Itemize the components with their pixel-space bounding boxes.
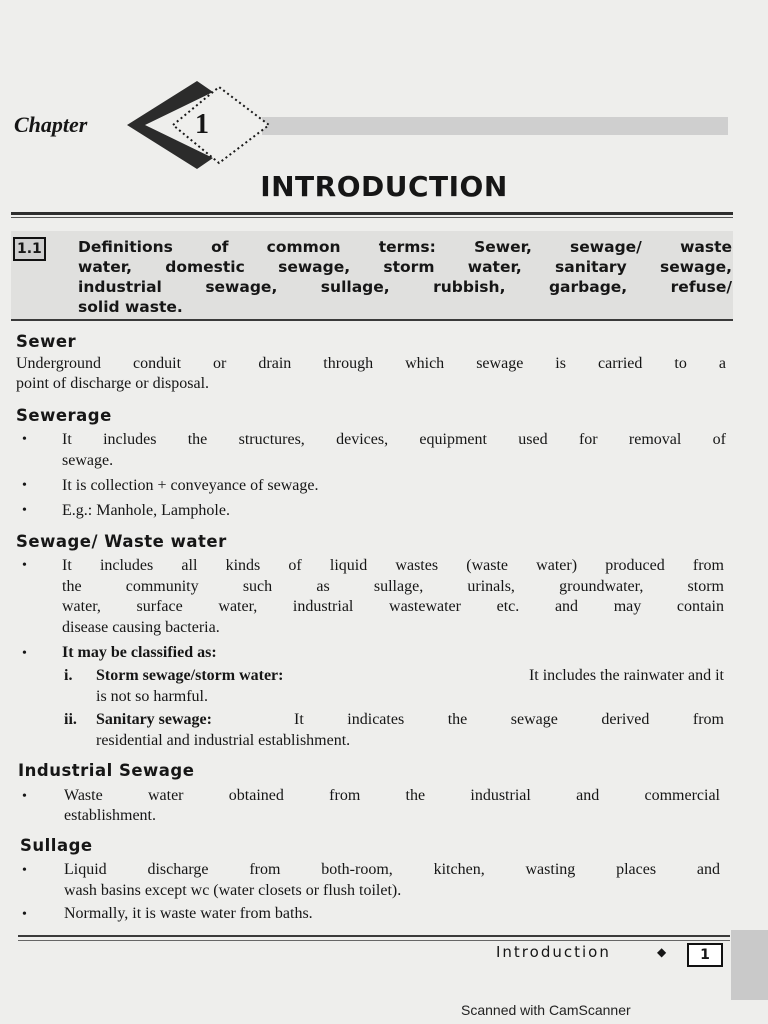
sullage-bullet-line: Normally, it is waste water from baths.	[64, 905, 313, 922]
bullet-icon: •	[22, 478, 27, 493]
footer-rule-thin	[18, 940, 730, 941]
storm-sewage-term: Storm sewage/storm water:	[96, 667, 284, 684]
sewer-definition-line: point of discharge or disposal.	[16, 375, 210, 392]
scanner-watermark: Scanned with CamScanner	[461, 1002, 631, 1018]
section-title-line: industrial sewage, sullage, rubbish, garbage, refuse/	[78, 278, 732, 296]
industrial-sewage-line: Waste water obtained from the industrial and commercial	[64, 787, 720, 804]
page-number: 1	[687, 943, 723, 967]
bullet-icon: •	[22, 907, 27, 922]
heading-sullage: Sullage	[20, 836, 93, 855]
section-title-line: Definitions of common terms: Sewer, sewage/ waste	[78, 238, 732, 256]
storm-sewage-text-cont: is not so harmful.	[96, 688, 208, 705]
chapter-number: 1	[195, 109, 209, 140]
section-title-line: water, domestic sewage, storm water, sanitary sewage,	[78, 258, 732, 276]
bullet-icon: •	[22, 432, 27, 447]
footer-running-title: Introduction	[496, 943, 611, 961]
sewage-bullet-line: It includes all kinds of liquid wastes (waste water) produced from	[62, 557, 724, 574]
footer-rule	[18, 935, 730, 937]
heading-sewer: Sewer	[16, 332, 77, 351]
classification-intro: It may be classified as:	[62, 644, 217, 661]
sewerage-bullet-line: It is collection + conveyance of sewage.	[62, 477, 319, 494]
heading-sewage-waste-water: Sewage/ Waste water	[16, 532, 227, 551]
sewage-bullet-line: disease causing bacteria.	[62, 619, 220, 636]
section-box-rule	[11, 319, 733, 321]
bullet-icon: •	[22, 789, 27, 804]
sanitary-sewage-text: It indicates the sewage derived from	[294, 711, 724, 728]
footer-diamond-icon: ◆	[657, 945, 667, 959]
chapter-label: Chapter	[14, 112, 88, 137]
sewerage-bullet-line: E.g.: Manhole, Lamphole.	[62, 502, 230, 519]
bullet-icon: •	[22, 558, 27, 573]
chapter-title: INTRODUCTION	[260, 170, 508, 203]
chapter-banner-bar	[262, 117, 728, 135]
storm-sewage-text: It includes the rainwater and it	[528, 667, 724, 684]
sewer-definition-line: Underground conduit or drain through which sewage is carried to a	[16, 355, 726, 372]
sullage-bullet-line: wash basins except wc (water closets or flush toilet).	[64, 882, 402, 899]
bullet-icon: •	[22, 863, 27, 878]
sanitary-sewage-item	[96, 710, 724, 730]
section-number-badge: 1.1	[13, 237, 46, 261]
title-rule	[11, 212, 733, 215]
sanitary-sewage-text-cont: residential and industrial establishment.	[96, 732, 351, 749]
storm-sewage-item	[96, 666, 724, 686]
industrial-sewage-line: establishment.	[64, 807, 156, 824]
section-title-line: solid waste.	[78, 298, 183, 316]
sullage-bullet-line: Liquid discharge from both-room, kitchen, wasting places and	[64, 861, 720, 878]
heading-sewerage: Sewerage	[16, 406, 112, 425]
title-rule-thin	[11, 217, 733, 218]
sewage-bullet-line: the community such as sullage, urinals, groundwater, storm	[62, 578, 724, 595]
list-marker: ii.	[64, 711, 77, 728]
list-marker: i.	[64, 667, 73, 684]
sewerage-bullet-line: sewage.	[62, 452, 114, 469]
sanitary-sewage-term: Sanitary sewage:	[96, 711, 212, 728]
page-edge-strip	[731, 930, 768, 1000]
sewage-bullet-line: water, surface water, industrial wastewater etc. and may contain	[62, 598, 724, 615]
bullet-icon: •	[22, 503, 27, 518]
heading-industrial-sewage: Industrial Sewage	[18, 761, 195, 780]
bullet-icon: •	[22, 646, 27, 661]
sewerage-bullet-line: It includes the structures, devices, equipment used for removal of	[62, 431, 726, 448]
